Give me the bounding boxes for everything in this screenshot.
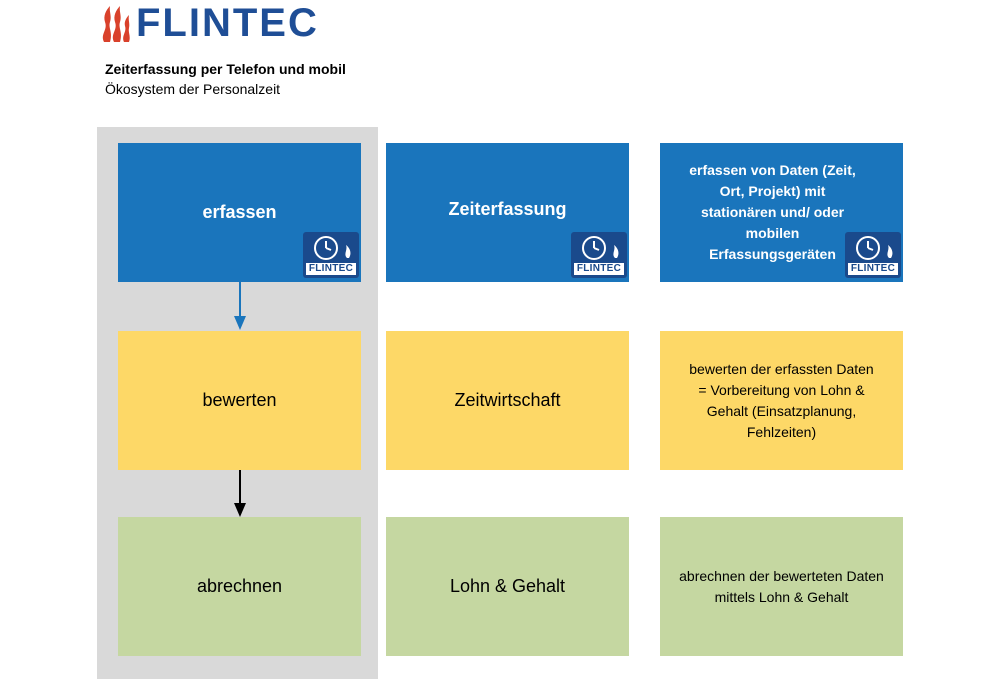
arrow-down-icon	[232, 282, 248, 331]
description-box-abrechnen	[660, 517, 903, 656]
area-label: Lohn & Gehalt	[449, 576, 566, 596]
arrow-down-icon	[232, 470, 248, 518]
step-label: erfassen	[202, 202, 277, 222]
step-label: abrechnen	[196, 576, 283, 596]
area-box-zeitwirtschaft	[386, 331, 629, 470]
description-box-erfassen	[660, 143, 903, 282]
flintec-badge	[303, 232, 359, 278]
step-label: bewerten	[202, 390, 277, 410]
flame-icon	[98, 2, 132, 44]
clock-icon	[845, 232, 901, 266]
flintec-badge	[845, 232, 901, 278]
badge-label: FLINTEC	[306, 263, 356, 275]
clock-icon	[303, 232, 359, 266]
description-text: abrechnen der bewerteten Daten mittels Lohn & Gehalt	[679, 567, 884, 605]
badge-label: FLINTEC	[848, 263, 898, 275]
area-box-lohn-gehalt	[386, 517, 629, 656]
clock-icon	[571, 232, 627, 266]
area-label: Zeitwirtschaft	[454, 390, 561, 410]
area-label: Zeiterfassung	[448, 199, 567, 219]
badge-label: FLINTEC	[574, 263, 624, 275]
area-box-zeiterfassung	[386, 143, 629, 282]
step-box-erfassen	[118, 143, 361, 282]
step-box-abrechnen	[118, 517, 361, 656]
page-title: Zeiterfassung per Telefon und mobil	[105, 61, 346, 77]
flintec-logo	[98, 2, 358, 46]
logo-wordmark: FLINTEC	[136, 1, 319, 45]
flintec-badge	[571, 232, 627, 278]
description-box-bewerten	[660, 331, 903, 470]
description-text: erfassen von Daten (Zeit, Ort, Projekt) mit stationären und/ oder mobilen Erfassungsgeräten	[689, 162, 856, 262]
step-box-bewerten	[118, 331, 361, 470]
description-text: bewerten der erfassten Daten = Vorbereitung von Lohn & Gehalt (Einsatzplanung, Fehlzeiten)	[689, 360, 874, 440]
page-subtitle: Ökosystem der Personalzeit	[105, 81, 281, 97]
